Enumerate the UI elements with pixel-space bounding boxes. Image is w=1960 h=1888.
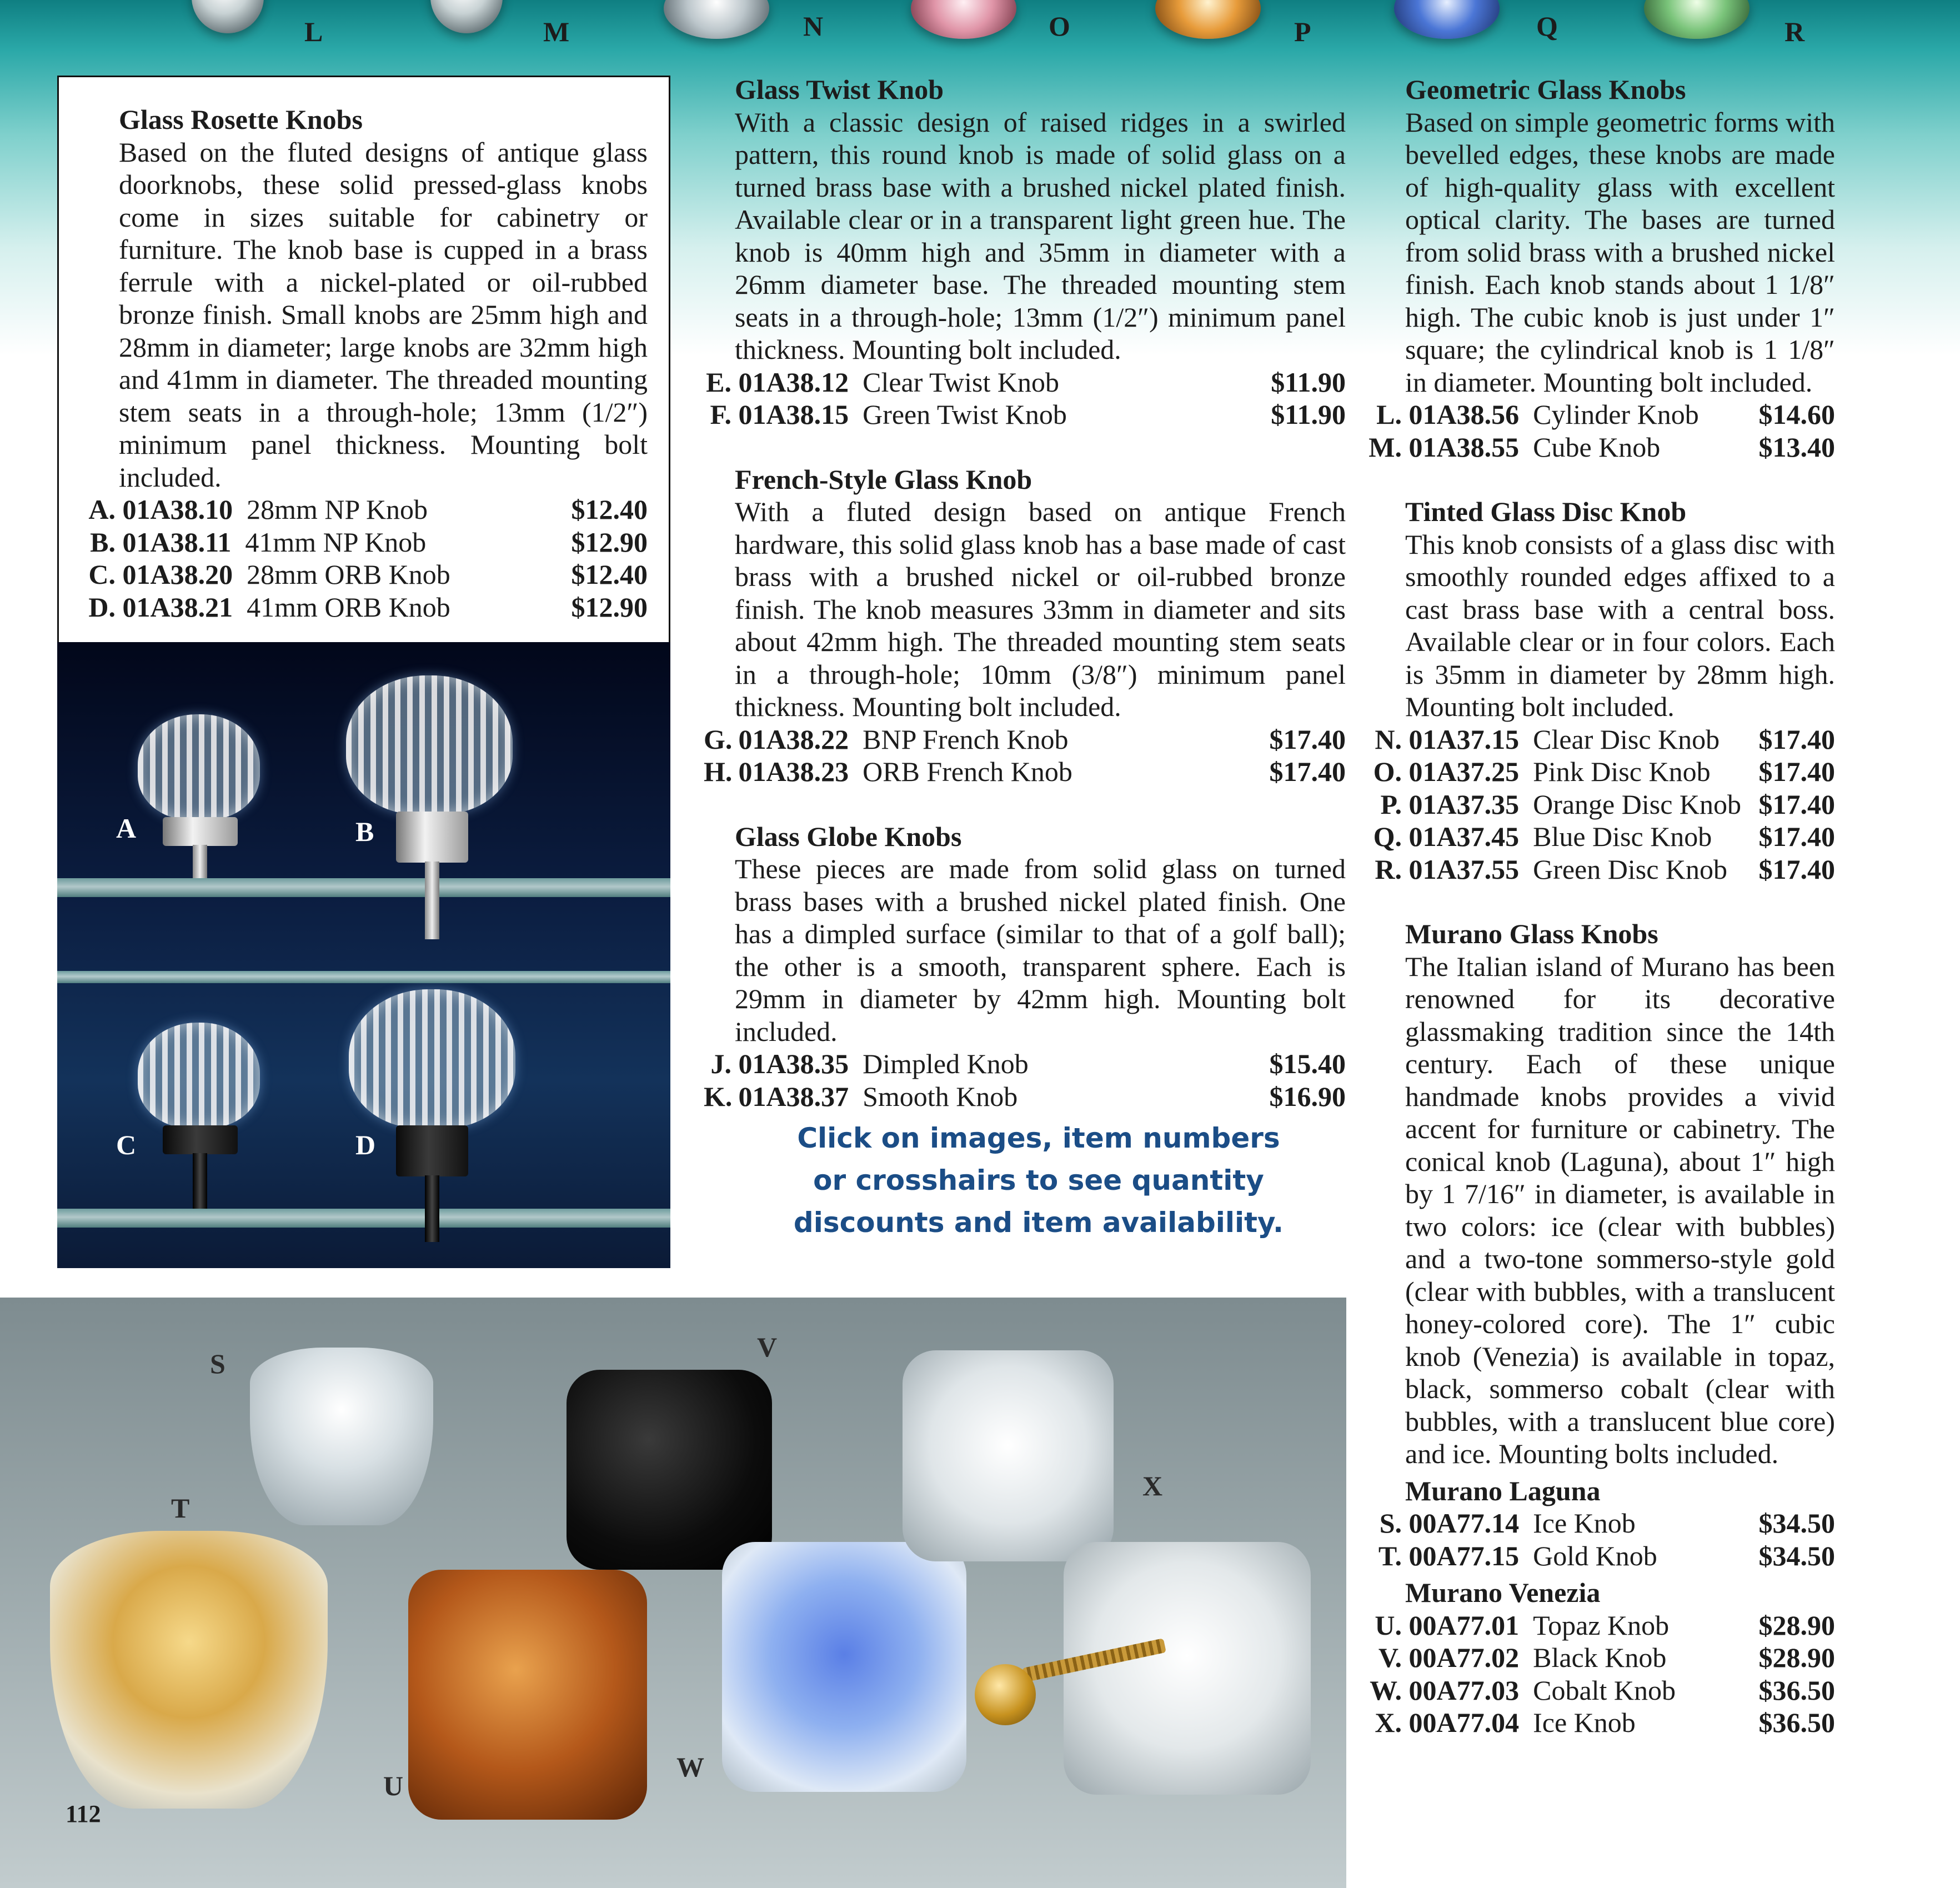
photo-label-x: X	[1142, 1470, 1163, 1501]
geometric-description: Based on simple geometric forms with bevelled edges, these knobs are made of high-quality glass with excellent optical clarity. The bases are turned from solid brass with a brushed nickel finish. Each knob stands about 1 1/8″ high. The cubic knob is just under 1″ square; the cylindrical knob is 1 1/8″ in diameter. Mounting bolt included.	[1405, 106, 1835, 398]
knob-t[interactable]	[50, 1531, 328, 1809]
laguna-item-t[interactable]: T. 00A77.15 Gold Knob $34.50	[1378, 1540, 1835, 1571]
geometric-title: Geometric Glass Knobs	[1405, 74, 1686, 105]
murano-knobs-photo[interactable]	[0, 1298, 1346, 1888]
photo-label-w: W	[676, 1751, 704, 1782]
globe-item-j[interactable]: J. 01A38.35 Dimpled Knob $15.40	[710, 1048, 1346, 1079]
french-item-h[interactable]: H. 01A38.23 ORB French Knob $17.40	[704, 756, 1346, 787]
rosette-item-b[interactable]: B. 01A38.11 41mm NP Knob $12.90	[90, 526, 648, 558]
knob-d-stem	[425, 1175, 439, 1242]
availability-link[interactable]	[751, 1117, 1326, 1244]
tinted-item-q[interactable]: Q. 01A37.45 Blue Disc Knob $17.40	[1373, 821, 1835, 852]
tinted-description: This knob consists of a glass disc with smoothly rounded edges affixed to a cast brass base with a central boss. Available clear or in four colors. Each is 35mm in diameter by 28mm high. Mounting bolt included.	[1405, 528, 1835, 722]
photo-label-t: T	[171, 1493, 190, 1524]
rosette-item-d[interactable]: D. 01A38.21 41mm ORB Knob $12.90	[88, 591, 648, 623]
globe-description: These pieces are made from solid glass on turned brass bases with a brushed nickel plated finish. One has a dimpled surface (similar to that of a golf ball); the other is a smooth, transparent sphere. Each is 29mm in diameter by 42mm high. Mounting bolt included.	[735, 853, 1346, 1047]
venezia-item-v[interactable]: V. 00A77.02 Black Knob $28.90	[1378, 1642, 1835, 1673]
laguna-subtitle: Murano Laguna	[1405, 1475, 1601, 1506]
photo-label-p: P	[1294, 16, 1311, 47]
venezia-subtitle: Murano Venezia	[1405, 1577, 1601, 1608]
venezia-item-u[interactable]: U. 00A77.01 Topaz Knob $28.90	[1375, 1609, 1835, 1641]
venezia-item-w[interactable]: W. 00A77.03 Cobalt Knob $36.50	[1370, 1674, 1835, 1706]
middle-column	[704, 73, 1346, 1113]
rosette-description: Based on the fluted designs of antique glass doorknobs, these solid pressed-glass knobs come in sizes suitable for cabinetry or furniture. The knob base is cupped in a brass ferrule with a nickel-plated or oil-rubbed bronze finish. Small knobs are 25mm high and 28mm in diameter; large knobs are 32mm high and 41mm in diameter. The threaded mounting stem seats in a through-hole; 13mm (1/2″) minimum panel thickness. Mounting bolt included.	[119, 136, 648, 493]
cta-line-2: or crosshairs to see quantity	[813, 1164, 1264, 1196]
bolt-head	[975, 1664, 1036, 1725]
french-item-g[interactable]: G. 01A38.22 BNP French Knob $17.40	[704, 723, 1346, 755]
french-description: With a fluted design based on antique French hardware, this solid glass knob has a base made of cast brass with a brushed nickel or oil-rubbed bronze finish. The knob measures 33mm in diameter and sits about 42mm high. The threaded mounting stem seats in a through-hole; 10mm (3/8″) minimum panel thickness. Mounting bolt included.	[735, 496, 1346, 722]
rosette-title: Glass Rosette Knobs	[119, 104, 363, 135]
twist-description: With a classic design of raised ridges in a swirled pattern, this round knob is made of solid glass on a turned brass base with a brushed nickel plated finish. Available clear or in a transparent light green hue. The knob is 40mm high and 35mm in diameter with a 26mm diameter base. The threaded mounting stem seats in a through-hole; 13mm (1/2″) minimum panel thickness. Mounting bolt included.	[735, 106, 1346, 365]
knob-c-base	[163, 1125, 238, 1154]
photo-label-o: O	[1049, 11, 1070, 42]
murano-title: Murano Glass Knobs	[1405, 918, 1658, 949]
photo-label-c: C	[116, 1129, 137, 1160]
photo-label-a: A	[116, 813, 137, 844]
knob-c[interactable]	[138, 1023, 260, 1128]
right-column	[1367, 73, 1835, 1739]
geometric-item-l[interactable]: L. 01A38.56 Cylinder Knob $14.60	[1376, 399, 1835, 430]
french-title: French-Style Glass Knob	[735, 463, 1032, 495]
tinted-title: Tinted Glass Disc Knob	[1405, 496, 1687, 527]
knob-b-stem	[425, 862, 439, 939]
rosette-knobs-photo[interactable]	[57, 642, 670, 1268]
photo-label-u: U	[383, 1770, 404, 1801]
photo-label-m: M	[543, 16, 570, 47]
knob-w[interactable]	[722, 1542, 966, 1792]
photo-label-b: B	[355, 816, 374, 847]
knob-x-bottom[interactable]	[1064, 1542, 1311, 1795]
rosette-item-c[interactable]: C. 01A38.20 28mm ORB Knob $12.40	[88, 559, 648, 590]
knob-x-top[interactable]	[903, 1350, 1114, 1561]
knob-c-stem	[193, 1153, 207, 1209]
glass-shelf	[57, 1209, 670, 1228]
twist-item-f[interactable]: F. 01A38.15 Green Twist Knob $11.90	[710, 399, 1346, 430]
laguna-item-s[interactable]: S. 00A77.14 Ice Knob $34.50	[1379, 1508, 1835, 1539]
rosette-item-a[interactable]: A. 01A38.10 28mm NP Knob $12.40	[88, 494, 648, 525]
knob-u[interactable]	[408, 1570, 647, 1820]
tinted-item-o[interactable]: O. 01A37.25 Pink Disc Knob $17.40	[1373, 756, 1835, 787]
photo-label-v: V	[757, 1331, 778, 1363]
photo-label-l: L	[304, 16, 323, 47]
knob-d[interactable]	[349, 989, 515, 1128]
tinted-item-r[interactable]: R. 01A37.55 Green Disc Knob $17.40	[1375, 853, 1835, 885]
murano-description: The Italian island of Murano has been renowned for its decorative glassmaking tradition since the 14th century. Each of these unique handmade knobs provides a vivid accent for furniture or cabinetry. The conical knob (Laguna), about 1″ high by 1 7/16″ in diameter, is available in two colors: ice (clear with bubbles) and a two-tone sommerso-style gold (clear with bubbles, with a translucent honey-colored core). The 1″ cubic knob (Venezia) is available in topaz, black, sommerso cobalt (clear with bubbles, with a translucent blue core) and ice. Mounting bolts included.	[1405, 950, 1835, 1469]
photo-label-n: N	[803, 11, 824, 42]
photo-label-s: S	[210, 1348, 225, 1379]
venezia-item-x[interactable]: X. 00A77.04 Ice Knob $36.50	[1375, 1707, 1835, 1738]
twist-title: Glass Twist Knob	[735, 74, 944, 105]
knob-b-base	[396, 812, 468, 863]
knob-b[interactable]	[346, 675, 513, 814]
tinted-item-n[interactable]: N. 01A37.15 Clear Disc Knob $17.40	[1375, 723, 1835, 755]
page-number: 112	[66, 1800, 101, 1827]
geometric-item-m[interactable]: M. 01A38.55 Cube Knob $13.40	[1369, 431, 1835, 463]
glass-shelf	[57, 878, 670, 897]
glass-shelf	[57, 971, 670, 983]
twist-item-e[interactable]: E. 01A38.12 Clear Twist Knob $11.90	[706, 366, 1346, 398]
globe-title: Glass Globe Knobs	[735, 820, 962, 852]
cta-line-1: Click on images, item numbers	[797, 1122, 1280, 1154]
knob-s[interactable]	[250, 1348, 433, 1525]
photo-label-r: R	[1784, 16, 1805, 47]
globe-item-k[interactable]: K. 01A38.37 Smooth Knob $16.90	[704, 1080, 1346, 1112]
knob-a[interactable]	[138, 714, 260, 820]
knob-v[interactable]	[567, 1370, 772, 1570]
tinted-item-p[interactable]: P. 01A37.35 Orange Disc Knob $17.40	[1380, 788, 1835, 820]
knob-d-base	[396, 1125, 468, 1176]
rosette-section	[78, 103, 648, 623]
knob-a-stem	[193, 845, 207, 878]
cta-line-3: discounts and item availability.	[793, 1206, 1284, 1239]
knob-a-base	[163, 817, 238, 846]
photo-label-d: D	[355, 1129, 376, 1160]
photo-label-q: Q	[1536, 11, 1558, 42]
